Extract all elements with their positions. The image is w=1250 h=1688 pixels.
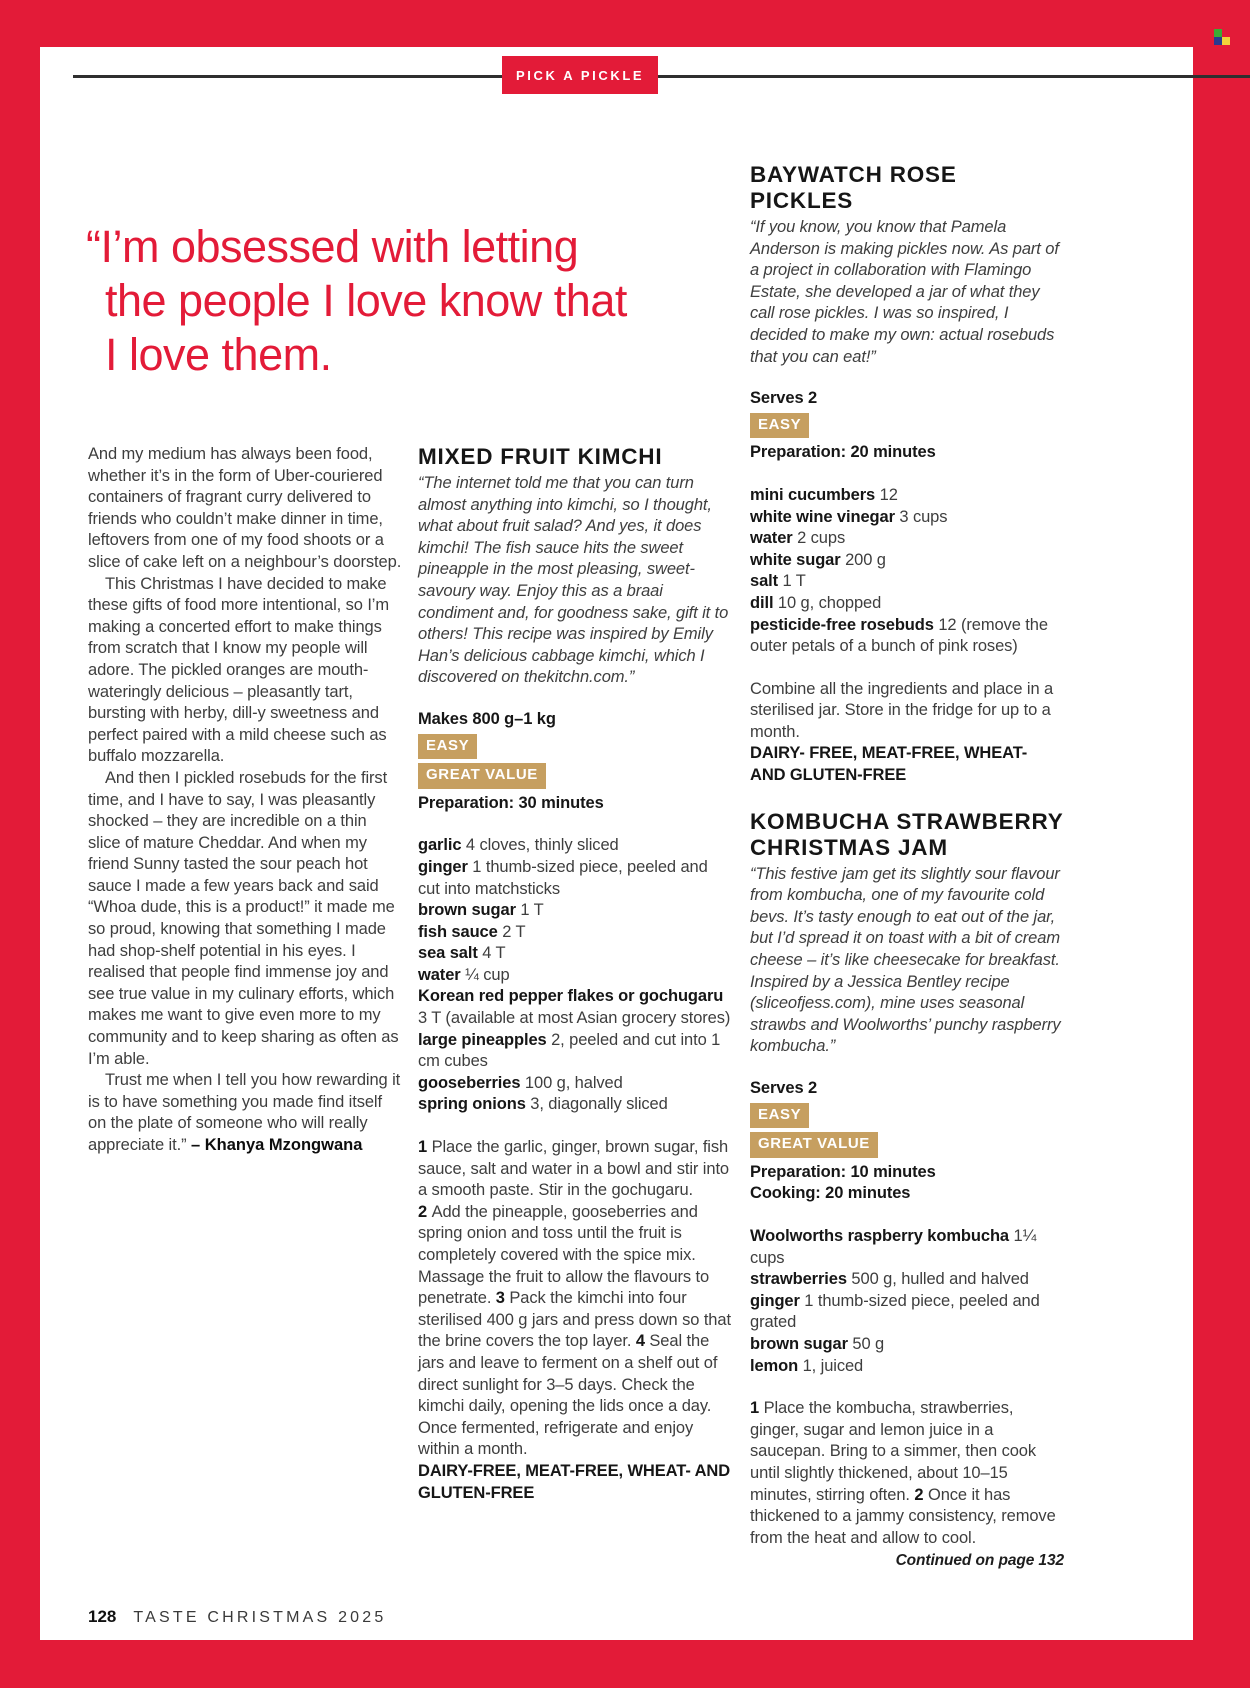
ingredient-name: brown sugar [750, 1334, 848, 1353]
ingredient-line: sea salt 4 T [418, 944, 506, 963]
frame-right [1193, 0, 1250, 1688]
ingredient-name: white wine vinegar [750, 507, 895, 526]
step-number: 2 [418, 1202, 428, 1221]
recipe-intro: “The internet told me that you can turn almost anything into kimchi, so I thought, what about fruit salad? And yes, it does kimchi! The fish sauce hits the sweet pineapple in the most pleasing, sweet-savoury way. Enjoy this as a braai condiment and, for goodness sake, gift it to others! This recipe was inspired by Emily Han’s delicious cabbage kimchi, which I discovered on thekitchn.com.” [418, 474, 729, 687]
registration-mark-cell [1222, 37, 1230, 45]
ingredient-line: fish sauce 2 T [418, 922, 526, 941]
step-number: 1 [750, 1399, 760, 1418]
badge-row [418, 734, 732, 760]
header-rule [73, 75, 1250, 78]
ingredient-name: mini cucumbers [750, 485, 876, 504]
recipe-yield: Makes 800 g–1 kg [418, 709, 556, 728]
difficulty-badge: GREAT VALUE [418, 763, 546, 789]
ingredient-name: ginger [418, 857, 468, 876]
ingredient-line: Woolworths raspberry kombucha 1¼ cups [750, 1226, 1037, 1267]
page-footer [88, 1607, 386, 1627]
article-paragraph: And then I pickled rosebuds for the first time, and I have to say, I was pleasantly shocked – they are incredible on a thin slice of mature Cheddar. And when my friend Sunny tasted the sour peach hot sauce I made a few years back and said “Whoa dude, this is a product!” it made me so proud, knowing that something I made had shop-shelf potential in his eyes. I realised that people find immense joy and see true value in my culinary efforts, which makes me want to give even more to my community and to keep sharing as often as I’m able. [88, 768, 399, 1068]
ingredient-line: strawberries 500 g, hulled and halved [750, 1270, 1029, 1289]
registration-mark-cell [1214, 29, 1222, 37]
ingredient-name: spring onions [418, 1095, 526, 1114]
ingredient-line: dill 10 g, chopped [750, 593, 882, 612]
recipe-title: BAYWATCH ROSE PICKLES [750, 162, 957, 213]
ingredient-line: garlic 4 cloves, thinly sliced [418, 836, 619, 855]
frame-top [0, 0, 1250, 47]
dietary-note: DAIRY-FREE, MEAT-FREE, WHEAT- AND GLUTEN-FREE [418, 1461, 731, 1502]
difficulty-badge: EASY [418, 734, 477, 760]
recipe-kombucha-strawberry-jam [750, 809, 1064, 1572]
pull-quote-line: I love them. [105, 329, 332, 380]
registration-mark-cell [1214, 37, 1222, 45]
article-paragraph: Trust me when I tell you how rewarding it is to have something you made find itself on the plate of someone who will really appreciate it.” – Khanya Mzongwana [88, 1071, 401, 1154]
ingredient-line: large pineapples 2, peeled and cut into 1 cm cubes [418, 1030, 721, 1071]
ingredient-line: white sugar 200 g [750, 550, 886, 569]
recipe-intro: “This festive jam get its slightly sour flavour from kombucha, one of my favourite cold bevs. It’s tasty enough to eat out of the jar, but I’d spread it on toast with a bit of cream cheese – it’s like cheesecake for breakfast. Inspired by a Jessica Bentley recipe (sliceofjess.com), mine uses seasonal strawbs and Woolworths’ punchy raspberry kombucha.” [750, 864, 1061, 1056]
step-number: 2 [914, 1485, 924, 1504]
continued-note: Continued on page 132 [895, 1552, 1064, 1570]
ingredient-line: white wine vinegar 3 cups [750, 507, 948, 526]
recipe-meta: Preparation: 10 minutes [750, 1162, 936, 1181]
recipe-intro: “If you know, you know that Pamela Anderson is making pickles now. As part of a project in collaboration with Flamingo Estate, she developed a jar of what they call rose pickles. I was so inspired, I decided to make my own: actual rosebuds that you can eat!” [750, 218, 1059, 366]
difficulty-badge: GREAT VALUE [750, 1132, 878, 1158]
ingredient-line: lemon 1, juiced [750, 1356, 864, 1375]
ingredient-line: spring onions 3, diagonally sliced [418, 1095, 668, 1114]
recipe-title: KOMBUCHA STRAWBERRY CHRISTMAS JAM [750, 808, 1064, 860]
ingredient-line: water 2 cups [750, 529, 846, 548]
ingredient-name: garlic [418, 836, 462, 855]
ingredient-list [418, 835, 732, 1116]
dietary-note: DAIRY- FREE, MEAT-FREE, WHEAT- AND GLUTEN-FREE [750, 744, 1028, 785]
ingredient-line: mini cucumbers 12 [750, 485, 898, 504]
recipe-yield: Serves 2 [750, 1079, 818, 1097]
ingredient-line: brown sugar 1 T [418, 901, 544, 920]
ingredient-name: Woolworths raspberry kombucha [750, 1226, 1010, 1245]
ingredient-name: water [750, 529, 793, 548]
recipe-meta: Preparation: 20 minutes [750, 443, 936, 462]
method-text: Combine all the ingredients and place in a sterilised jar. Store in the fridge for up to a month. [750, 679, 1054, 741]
page-number: 128 [88, 1607, 117, 1626]
article-paragraph: And my medium has always been food, whether it’s in the form of Uber-couriered containers of fragrant curry delivered to friends who couldn’t make dinner in time, leftovers from one of my food shoots or a slice of cake left on a neighbour’s doorstep. [88, 445, 402, 571]
ingredient-list [750, 1226, 1064, 1377]
ingredient-line: pesticide-free rosebuds 12 (remove the outer petals of a bunch of pink roses) [750, 615, 1048, 656]
article-body [88, 444, 402, 1157]
frame-left [0, 0, 40, 1688]
pull-quote-line: “I’m obsessed with letting [86, 221, 579, 272]
section-badge: PICK A PICKLE [502, 56, 658, 94]
pull-quote [86, 220, 766, 382]
ingredient-name: Korean red pepper flakes or gochugaru [418, 987, 724, 1006]
ingredient-name: gooseberries [418, 1073, 521, 1092]
ingredient-name: salt [750, 572, 779, 591]
magazine-title: TASTE CHRISTMAS 2025 [133, 1609, 387, 1626]
recipe-mixed-fruit-kimchi [418, 444, 732, 1504]
step-number: 1 [418, 1138, 428, 1157]
registration-mark-cell [1222, 29, 1230, 37]
ingredient-list [750, 485, 1064, 658]
ingredient-name: large pineapples [418, 1030, 547, 1049]
ingredient-name: sea salt [418, 944, 478, 963]
ingredient-name: fish sauce [418, 922, 498, 941]
ingredient-name: strawberries [750, 1270, 847, 1289]
method-text: 1 Place the kombucha, strawberries, ginger, sugar and lemon juice in a saucepan. Bring to a simmer, then cook until slightly thickened, about 10–15 minutes, stirring often. 2 Once it has thickened to a jammy consistency, remove from the heat and allow to cool. [750, 1399, 1056, 1547]
article-paragraph: This Christmas I have decided to make these gifts of food more intentional, so I’m making a concerted effort to make things from scratch that I know my people will adore. The pickled oranges are mouth-wateringly delicious – pleasantly tart, bursting with herby, dill-y sweetness and perfect paired with a mild cheese such as buffalo mozzarella. [88, 574, 390, 766]
recipe-meta: Cooking: 20 minutes [750, 1184, 911, 1203]
ingredient-line: ginger 1 thumb-sized piece, peeled and grated [750, 1291, 1040, 1332]
ingredient-line: brown sugar 50 g [750, 1334, 885, 1353]
ingredient-name: pesticide-free rosebuds [750, 615, 934, 634]
badge-row [418, 763, 732, 789]
registration-mark [1214, 29, 1230, 45]
ingredient-name: lemon [750, 1356, 799, 1375]
recipe-meta: Preparation: 30 minutes [418, 793, 604, 812]
ingredient-line: ginger 1 thumb-sized piece, peeled and cut into matchsticks [418, 857, 708, 898]
ingredient-name: brown sugar [418, 901, 516, 920]
frame-bottom [0, 1640, 1250, 1688]
ingredient-name: ginger [750, 1291, 800, 1310]
badge-row [750, 413, 1064, 439]
step-number: 3 [495, 1289, 505, 1308]
recipe-title: MIXED FRUIT KIMCHI [418, 444, 663, 469]
badge-row [750, 1103, 1064, 1129]
difficulty-badge: EASY [750, 413, 809, 439]
ingredient-name: white sugar [750, 550, 841, 569]
ingredient-line: salt 1 T [750, 572, 806, 591]
ingredient-name: water [418, 965, 461, 984]
pull-quote-line: the people I love know that [105, 275, 627, 326]
ingredient-line: Korean red pepper flakes or gochugaru 3 T (available at most Asian grocery stores) [418, 987, 731, 1028]
ingredient-line: water ¼ cup [418, 965, 510, 984]
recipe-yield: Serves 2 [750, 389, 818, 408]
ingredient-line: gooseberries 100 g, halved [418, 1073, 623, 1092]
column-right [750, 162, 1064, 1572]
article-byline: – Khanya Mzongwana [190, 1136, 363, 1154]
column-middle [418, 444, 732, 1504]
badge-row [750, 1132, 1064, 1158]
ingredient-name: dill [750, 593, 774, 612]
recipe-baywatch-rose-pickles [750, 162, 1064, 787]
method-text: 1 Place the garlic, ginger, brown sugar, fish sauce, salt and water in a bowl and stir into a smooth paste. Stir in the gochugaru. 2 Add the pineapple, gooseberries and spring onion and toss until the fruit is completely covered with the spice mix. Massage the fruit to allow the flavours to penetrate. 3 Pack the kimchi into four sterilised 400 g jars and press down so that the brine covers the top layer. 4 Seal the jars and leave to ferment on a shelf out of direct sunlight for 3–5 days. Check the kimchi daily, opening the lids once a day. Once fermented, refrigerate and enjoy within a month. [418, 1138, 731, 1459]
step-number: 4 [635, 1332, 645, 1351]
difficulty-badge: EASY [750, 1103, 809, 1129]
